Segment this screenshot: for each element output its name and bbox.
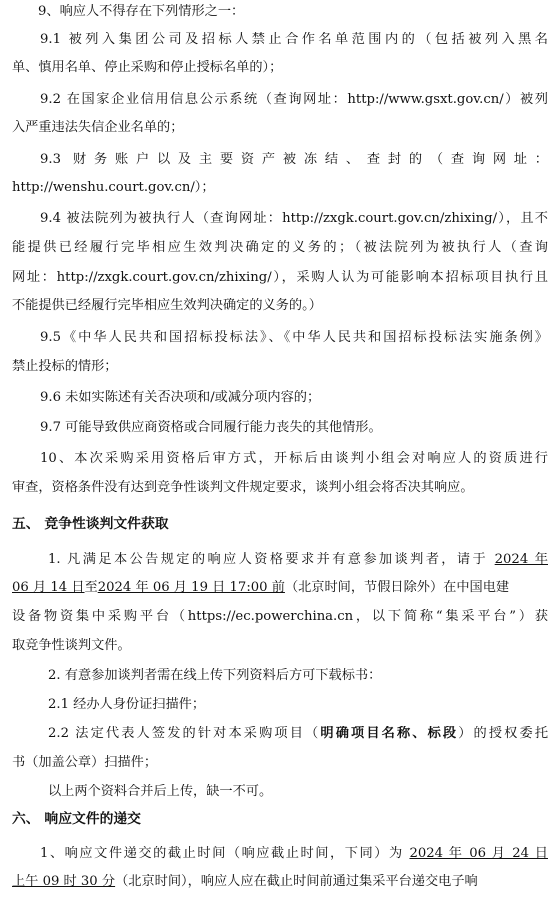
clause-9-2-line-2: 入严重违法失信企业名单的； (12, 120, 184, 135)
clause-9-5-line-2: 禁止投标的情形； (12, 359, 118, 374)
section-5-heading: 五、 竞争性谈判文件获取 (12, 516, 169, 532)
section-5-item-2-2-line-2: 书（加盖公章）扫描件； (12, 755, 158, 770)
deadline-time: 上午 09 时 30 分 (12, 874, 116, 889)
section-5-item-1-line-4: 取竞争性谈判文件。 (12, 638, 131, 653)
clause-9-2-line-1: 9.2 在国家企业信用信息公示系统（查询网址：http://www.gsxt.gov.cn/）被列 (40, 92, 548, 107)
deadline-date: 2024 年 06 月 24 日 (409, 846, 548, 861)
clause-9-4-line-2: 能提供已经履行完毕相应生效判决确定的义务的；（被法院列为被执行人（查询 (12, 240, 548, 255)
clause-9-4-line-1: 9.4 被法院列为被执行人（查询网址：http://zxgk.court.gov.cn/zhixing/），且不 (40, 211, 548, 226)
section-5-item-2: 2. 有意参加谈判者需在线上传下列资料后方可下载标书： (48, 668, 382, 683)
text-run: ）的授权委托 (458, 726, 548, 741)
section-6-item-1-line-2 (12, 874, 548, 890)
section-5-item-1-line-2 (12, 580, 548, 596)
section-5-note: 以上两个资料合并后上传，缺一不可。 (48, 784, 273, 799)
section-6-heading: 六、 响应文件的递交 (12, 811, 141, 827)
section-5-item-1-line-3: 设备物资集中采购平台（https://ec.powerchina.cn，以下简称“集采平台”）获 (12, 609, 548, 624)
clause-9-1-line-2: 单、慎用名单、停止采购和停止授标名单的）； (12, 60, 283, 75)
date-start: 06 月 14 日 (12, 580, 85, 595)
text-run: （北京时间），响应人应在截止时间前通过集采平台递交电子响 (115, 874, 478, 889)
date-end: 2024 年 06 月 19 日 17:00 前 (97, 580, 285, 595)
text-run: 1、响应文件递交的截止时间（响应截止时间，下同）为 (40, 846, 410, 861)
clause-9-4-line-4: 不能提供已经履行完毕相应生效判决确定的义务的。） (12, 298, 322, 313)
clause-9-1-line-1: 9.1 被列入集团公司及招标人禁止合作名单范围内的（包括被列入黑名 (40, 32, 548, 47)
clause-9-4-line-3: 网址：http://zxgk.court.gov.cn/zhixing/），采购人认为可能影响本招标项目执行且 (12, 270, 548, 285)
bold-run: 明确项目名称、标段 (320, 726, 459, 741)
text-run: 至 (84, 580, 98, 595)
clause-9-7: 9.7 可能导致供应商资格或合同履行能力丧失的其他情形。 (40, 420, 382, 435)
clause-9-6: 9.6 未如实陈述有关否决项和/或减分项内容的； (40, 390, 321, 405)
text-run: （北京时间，节假日除外）在中国电建 (284, 580, 510, 595)
clause-9-3-line-1: 9.3 财务账户以及主要资产被冻结、查封的（查询网址： (40, 152, 548, 167)
text-run: 2.2 法定代表人签发的针对本采购项目（ (48, 726, 321, 741)
section-5-item-2-1: 2.1 经办人身份证扫描件； (48, 697, 206, 712)
text-run: 1. 凡满足本公告规定的响应人资格要求并有意参加谈判者，请于 (48, 552, 495, 567)
date-run: 2024 年 (494, 552, 548, 567)
clause-10-line-2: 审查，资格条件没有达到竞争性谈判文件规定要求，谈判小组会将否决其响应。 (12, 480, 474, 495)
section-6-item-1-line-1 (40, 846, 548, 862)
clause-9-intro: 9、响应人不得存在下列情形之一： (38, 4, 245, 19)
clause-9-3-line-2: http://wenshu.court.gov.cn/）； (12, 180, 215, 195)
clause-9-5-line-1: 9.5《中华人民共和国招标投标法》、《中华人民共和国招标投标法实施条例》 (40, 330, 548, 345)
section-5-item-2-2-line-1 (48, 726, 548, 742)
clause-10-line-1: 10、本次采购采用资格后审方式，开标后由谈判小组会对响应人的资质进行 (40, 451, 548, 466)
section-5-item-1-line-1 (48, 552, 548, 568)
